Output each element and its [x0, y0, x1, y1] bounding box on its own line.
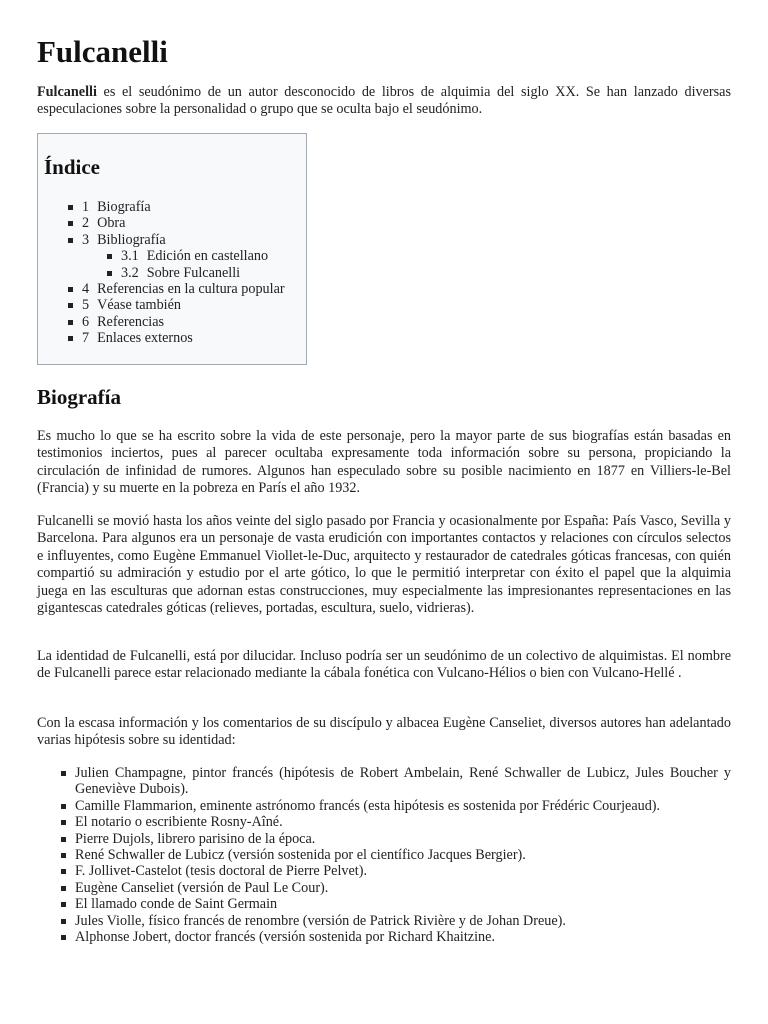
intro-bold-term: Fulcanelli: [37, 84, 97, 100]
list-item-text: El llamado conde de Saint Germain: [75, 896, 278, 913]
bullet-icon: [61, 919, 66, 924]
list-item-text: Alphonse Jobert, doctor francés (versión sostenida por Richard Khaitzine.: [75, 929, 495, 946]
bullet-icon: [61, 771, 66, 776]
page-title: Fulcanelli: [37, 34, 168, 69]
section-heading-biografia: Biografía: [37, 385, 121, 409]
list-item-text: Camille Flammarion, eminente astrónomo francés (esta hipótesis es sostenida por Frédéric Courjeaud).: [75, 797, 661, 814]
toc-list: [38, 199, 285, 347]
list-item-text: Eugène Canseliet (versión de Paul Le Cour).: [75, 879, 329, 896]
bullet-icon: [61, 804, 66, 809]
toc-item-number: 4: [82, 280, 90, 297]
bullet-icon: [107, 271, 112, 276]
list-item: [37, 847, 731, 863]
list-item-text: El notario o escribiente Rosny-Aîné.: [75, 814, 283, 831]
toc-item-label[interactable]: Enlaces externos: [97, 330, 193, 347]
list-item: [37, 765, 731, 798]
list-item-text: René Schwaller de Lubicz (versión sostenida por el científico Jacques Bergier).: [75, 847, 526, 864]
table-of-contents: [37, 133, 307, 365]
bullet-icon: [68, 336, 73, 341]
toc-title: Índice: [44, 155, 101, 179]
toc-item-number: 5: [82, 297, 90, 314]
list-item: [37, 913, 731, 929]
biografia-paragraph-1: Es mucho lo que se ha escrito sobre la vida de este personaje, pero la mayor parte de sus biografías están basadas en testimonios inciertos, pues al parecer ocultaba expresamente toda información sobre su persona, propiciando la circulación de infinidad de rumores. Algunos han especulado sobre su posible nacimiento en 1877 en Villiers-le-Bel (Francia) y su muerte en la pobreza en París el año 1932.: [37, 428, 731, 497]
toc-item-label[interactable]: Véase también: [97, 297, 181, 314]
bullet-icon: [68, 303, 73, 308]
bullet-icon: [68, 205, 73, 210]
toc-item-label[interactable]: Edición en castellano: [146, 248, 269, 265]
bullet-icon: [68, 221, 73, 226]
bullet-icon: [61, 837, 66, 842]
toc-item-label[interactable]: Obra: [97, 215, 126, 232]
list-item: [37, 798, 731, 814]
bullet-icon: [68, 238, 73, 243]
list-item-text: F. Jollivet-Castelot (tesis doctoral de Pierre Pelvet).: [75, 863, 368, 880]
toc-item-enlaces-externos[interactable]: [38, 330, 285, 346]
toc-item-referencias-cultura[interactable]: [38, 281, 285, 297]
toc-item-biografia[interactable]: [38, 199, 285, 215]
toc-item-vease-tambien[interactable]: [38, 297, 285, 313]
toc-item-label[interactable]: Referencias: [97, 313, 165, 330]
bullet-icon: [61, 902, 66, 907]
toc-item-number: 3.2: [121, 264, 139, 281]
intro-text: es el seudónimo de un autor desconocido de libros de alquimia del siglo XX. Se han lanzado diversas especulaciones sobre la personalidad o grupo que se oculta bajo el seudónimo.: [37, 84, 731, 118]
toc-item-label[interactable]: Biografía: [97, 199, 151, 215]
list-item-text: Julien Champagne, pintor francés (hipótesis de Robert Ambelain, René Schwaller de Lubicz, Jules Boucher y Geneviève Dubois).: [75, 765, 731, 798]
intro-paragraph: [37, 84, 731, 119]
toc-item-sobre-fulcanelli[interactable]: [38, 265, 285, 281]
biografia-paragraph-4: Con la escasa información y los comentarios de su discípulo y albacea Eugène Canseliet, diversos autores han adelantado varias hipótesis sobre su identidad:: [37, 715, 731, 749]
toc-item-label[interactable]: Referencias en la cultura popular: [97, 280, 285, 297]
list-item: [37, 896, 731, 912]
list-item: [37, 831, 731, 847]
bullet-icon: [61, 869, 66, 874]
bullet-icon: [61, 935, 66, 940]
bullet-icon: [61, 853, 66, 858]
bullet-icon: [68, 287, 73, 292]
list-item-text: Pierre Dujols, librero parisino de la época.: [75, 830, 316, 847]
identity-hypotheses-list: [37, 765, 731, 945]
list-item: [37, 929, 731, 945]
toc-item-number: 3: [82, 231, 90, 248]
list-item: [37, 880, 731, 896]
toc-item-number: 6: [82, 313, 90, 330]
toc-item-number: 7: [82, 330, 90, 347]
list-item: [37, 814, 731, 830]
toc-item-referencias[interactable]: [38, 314, 285, 330]
bullet-icon: [68, 320, 73, 325]
bullet-icon: [107, 254, 112, 259]
biografia-paragraph-3: La identidad de Fulcanelli, está por dilucidar. Incluso podría ser un seudónimo de un colectivo de alquimistas. El nombre de Fulcanelli parece estar relacionado mediante la cábala fonética con Vulcano-Hélios o bien con Vulcano-Hellé .: [37, 648, 731, 682]
toc-item-label[interactable]: Sobre Fulcanelli: [146, 264, 241, 281]
biografia-paragraph-2: Fulcanelli se movió hasta los años veinte del siglo pasado por Francia y ocasionalmente por España: País Vasco, Sevilla y Barcelona. Para algunos era un personaje de vasta erudición con importantes contactos y relaciones con círculos selectos e influyentes, como Eugène Emmanuel Viollet-le-Duc, arquitecto y restaurador de catedrales góticas francesas, con quién compartió su admiración y estudio por el arte gótico, lo que le permitió interpretar con éxito el papel que la alquimia juega en las esculturas que adornan estas construcciones, muy especialmente las impresionantes representaciones en las gigantescas catedrales góticas (relieves, portadas, escultura, suelo, vidrieras).: [37, 513, 731, 617]
toc-item-number: 1: [82, 199, 90, 215]
toc-item-label[interactable]: Bibliografía: [97, 231, 166, 248]
toc-item-edicion-castellano[interactable]: [38, 248, 285, 264]
list-item: [37, 863, 731, 879]
toc-item-number: 2: [82, 215, 90, 232]
bullet-icon: [61, 886, 66, 891]
toc-item-number: 3.1: [121, 248, 139, 265]
list-item-text: Jules Violle, físico francés de renombre (versión de Patrick Rivière y de Johan Dreue).: [75, 912, 566, 929]
bullet-icon: [61, 820, 66, 825]
toc-item-bibliografia[interactable]: [38, 232, 285, 248]
toc-item-obra[interactable]: [38, 215, 285, 231]
